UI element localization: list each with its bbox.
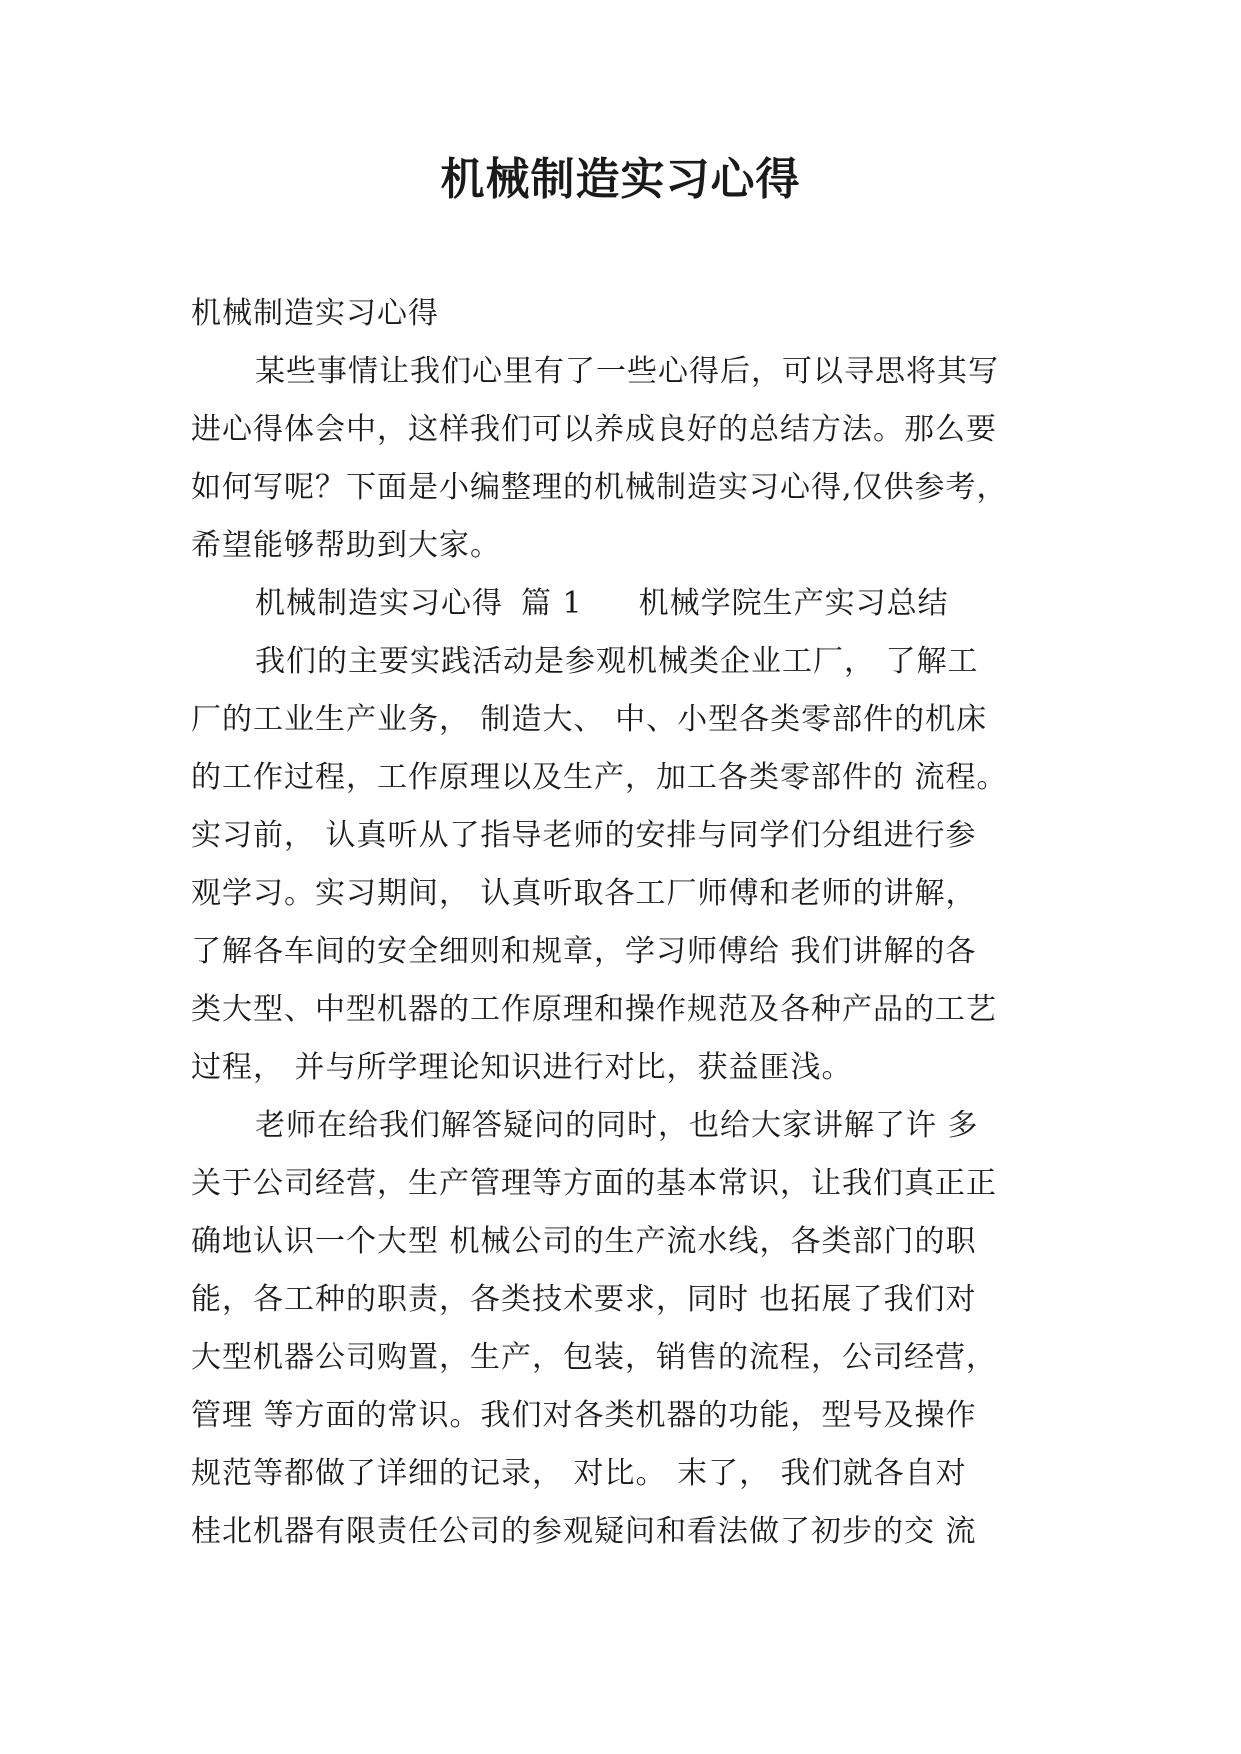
document-subtitle: 机械制造实习心得 [191, 296, 439, 331]
paragraph1-line: 了解各车间的安全细则和规章，学习师傅给 我们讲解的各 [191, 934, 977, 969]
intro-line: 进心得体会中，这样我们可以养成良好的总结方法。那么要 [191, 412, 997, 447]
paragraph2-line: 大型机器公司购置，生产，包装，销售的流程，公司经营， [191, 1340, 997, 1375]
paragraph2-line: 能，各工种的职责，各类技术要求，同时 也拓展了我们对 [191, 1282, 977, 1317]
paragraph1-line: 我们的主要实践活动是参观机械类企业工厂， 了解工 [255, 644, 979, 679]
paragraph1-line: 实习前， 认真听从了指导老师的安排与同学们分组进行参 [191, 818, 977, 853]
intro-line: 希望能够帮助到大家。 [191, 528, 501, 563]
paragraph2-line: 关于公司经营，生产管理等方面的基本常识，让我们真正正 [191, 1166, 997, 1201]
intro-line: 某些事情让我们心里有了一些心得后，可以寻思将其写 [255, 354, 999, 389]
paragraph2-line: 老师在给我们解答疑问的同时，也给大家讲解了许 多 [255, 1108, 979, 1143]
paragraph1-line: 观学习。实习期间， 认真听取各工厂师傅和老师的讲解， [191, 876, 977, 911]
intro-line: 如何写呢？下面是小编整理的机械制造实习心得,仅供参考， [191, 470, 1008, 505]
section-heading-left: 机械制造实习心得 [255, 586, 503, 621]
paragraph2-line: 桂北机器有限责任公司的参观疑问和看法做了初步的交 流 [191, 1514, 977, 1549]
paragraph2-line: 管理 等方面的常识。我们对各类机器的功能，型号及操作 [191, 1398, 977, 1433]
paragraph2-line: 规范等都做了详细的记录， 对比。 末了， 我们就各自对 [191, 1456, 967, 1491]
section-heading [191, 575, 1053, 633]
section-heading-right: 机械学院生产实习总结 [638, 586, 949, 621]
document-title: 机械制造实习心得 [440, 154, 801, 205]
paragraph1-line: 的工作过程，工作原理以及生产，加工各类零部件的 流程。 [191, 760, 1008, 795]
paragraph2-line: 确地认识一个大型 机械公司的生产流水线，各类部门的职 [191, 1224, 977, 1259]
paragraph1-line: 过程， 并与所学理论知识进行对比，获益匪浅。 [191, 1050, 853, 1085]
paragraph1-line: 厂的工业生产业务， 制造大、 中、小型各类零部件的机床 [191, 702, 988, 737]
paragraph1-line: 类大型、中型机器的工作原理和操作规范及各种产品的工艺 [191, 992, 997, 1027]
document-body [191, 285, 1053, 1561]
section-heading-part: 篇 1 [521, 586, 583, 621]
